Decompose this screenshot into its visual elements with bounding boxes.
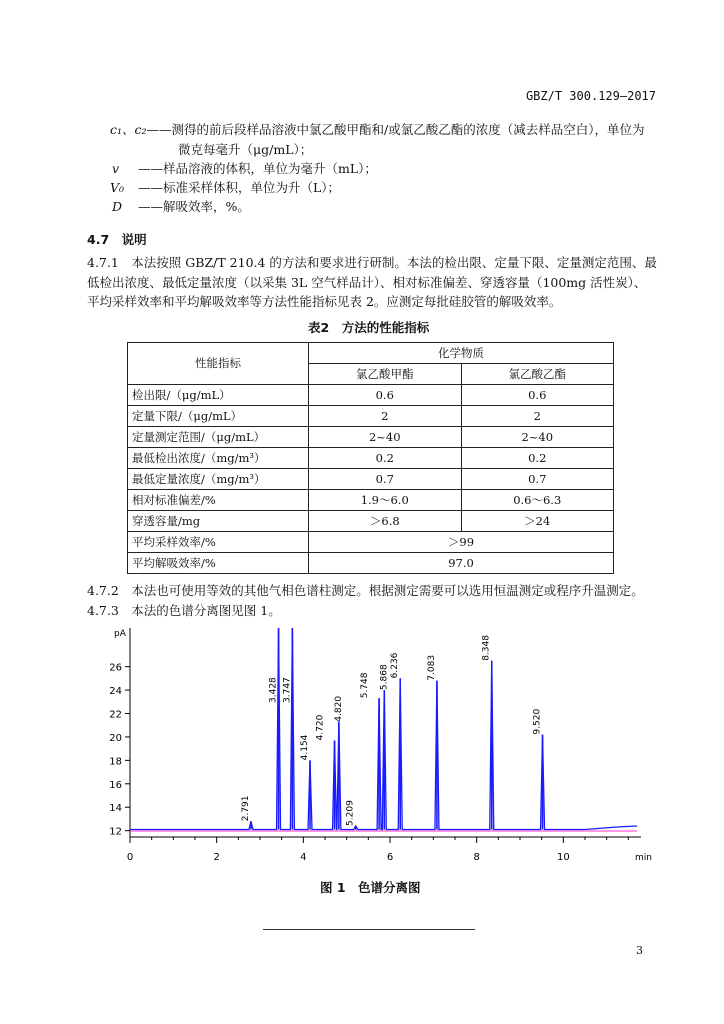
y-tick-label: 16 [109,779,122,791]
peak-label: 5.868 [379,664,390,691]
y-tick-label: 14 [109,803,122,815]
definition-c-cont: 微克每毫升（μg/mL）； [178,142,313,157]
definition-text: ——测得的前后段样品溶液中氯乙酸甲酯和/或氯乙酸乙酯的浓度（减去样品空白），单位为 [146,122,645,137]
peak-label: 4.720 [315,714,326,741]
definition-v0 [110,178,340,196]
paragraph-line: 平均采样效率和平均解吸效率等方法性能指标见表 2。应测定每批硅胶管的解吸效率。 [87,294,562,309]
x-tick-label: 4 [300,852,307,863]
x-tick-label: 0 [126,852,134,863]
table-cell-value: 0.7 [461,469,614,490]
table-cell-value: 0.6～6.3 [461,490,614,511]
table-cell-value: ＞99 [309,532,614,553]
paragraph-line: 4.7.1 本法按照 GBZ/T 210.4 的方法和要求进行研制。本法的检出限、定量下限、定量测定范围、最 [87,255,657,270]
y-axis-unit: pA [114,629,126,639]
table-row [128,469,614,490]
paragraph-472: 4.7.2 本法也可使用等效的其他气相色谱柱测定。根据测定需要可以选用恒温测定或程序升温测定。 [87,583,644,598]
definition-text: ——解吸效率，%。 [138,199,250,214]
peak-label: 9.520 [532,708,543,735]
table-cell-label: 穿透容量/mg [128,511,309,532]
paragraph-line: 低检出浓度、最低定量浓度（以采集 3L 空气样品计）、相对标准偏差、穿透容量（100mg 活性炭）、 [87,275,647,290]
y-tick-label: 18 [109,756,122,768]
page-number: 3 [636,944,643,957]
table-cell-value: 0.6 [309,385,462,406]
footer-rule [263,929,475,930]
table-cell-value: 2~40 [461,427,614,448]
table-cell-label: 定量下限/（μg/mL） [128,406,309,427]
table-cell-value: 0.6 [461,385,614,406]
table-row [128,532,614,553]
standard-number: GBZ/T 300.129—2017 [525,89,656,103]
table-caption: 表2 方法的性能指标 [308,320,430,335]
definition-c [110,120,645,138]
table-cell-value: 2 [309,406,462,427]
table-row [128,406,614,427]
header-methyl: 氯乙酸甲酯 [309,364,462,385]
table-cell-value: 0.2 [309,448,462,469]
symbol: V₀ [110,180,125,195]
table-cell-value: ＞6.8 [309,511,462,532]
x-tick-label: 6 [386,852,394,863]
x-tick-label: 8 [473,852,480,863]
table-row [128,553,614,574]
figure-caption: 图 1 色谱分离图 [320,880,421,895]
table-cell-value: 2 [461,406,614,427]
table-cell-label: 平均解吸效率/% [128,553,309,574]
table-row [128,427,614,448]
header-substance: 化学物质 [309,343,614,364]
y-tick-label: 22 [109,709,122,721]
header-indicator: 性能指标 [128,343,309,385]
peak-label: 3.747 [282,677,293,703]
definition-v [112,159,377,177]
table-cell-label: 最低定量浓度/（mg/m³） [128,469,309,490]
table-cell-value: ＞24 [461,511,614,532]
table-cell-value: 0.7 [309,469,462,490]
peak-label: 3.428 [268,677,279,703]
symbol: c₁、c₂ [110,122,147,137]
symbol: v [112,161,120,176]
chromatogram [105,622,652,867]
table-cell-value: 2~40 [309,427,462,448]
x-axis-unit: min [635,853,652,863]
table-row [128,385,614,406]
definition-text: ——标准采样体积，单位为升（L）； [138,180,341,195]
x-tick-label: 10 [556,852,570,863]
table-cell-value: 97.0 [309,553,614,574]
peak-label: 7.083 [426,654,437,681]
table-cell-label: 检出限/（μg/mL） [128,385,309,406]
table-cell-value: 1.9～6.0 [309,490,462,511]
y-tick-label: 12 [109,826,122,838]
peak-label: 8.348 [481,635,492,661]
table-row [128,511,614,532]
table-row [128,490,614,511]
symbol: D [112,199,123,214]
header-ethyl: 氯乙酸乙酯 [461,364,614,385]
peak-label: 6.236 [390,652,401,679]
peak-label: 5.209 [345,800,356,826]
y-tick-label: 20 [109,732,122,744]
definition-d [112,197,250,215]
x-tick-label: 2 [213,852,220,863]
peak-label: 4.154 [300,734,311,761]
table-cell-label: 最低检出浓度/（mg/m³） [128,448,309,469]
peak-label: 4.820 [333,695,344,722]
section-heading: 4.7 说明 [87,232,147,247]
table-cell-label: 平均采样效率/% [128,532,309,553]
table-cell-value: 0.2 [461,448,614,469]
definition-text: ——样品溶液的体积，单位为毫升（mL）； [138,161,377,176]
paragraph-473: 4.7.3 本法的色谱分离图见图 1。 [87,603,281,618]
y-tick-label: 26 [109,662,122,674]
peak-label: 5.748 [360,672,371,699]
y-tick-label: 24 [109,686,122,698]
table-cell-label: 相对标准偏差/% [128,490,309,511]
table-row [128,448,614,469]
peak-label: 2.791 [240,795,251,822]
table-cell-label: 定量测定范围/（μg/mL） [128,427,309,448]
performance-table [127,342,614,574]
